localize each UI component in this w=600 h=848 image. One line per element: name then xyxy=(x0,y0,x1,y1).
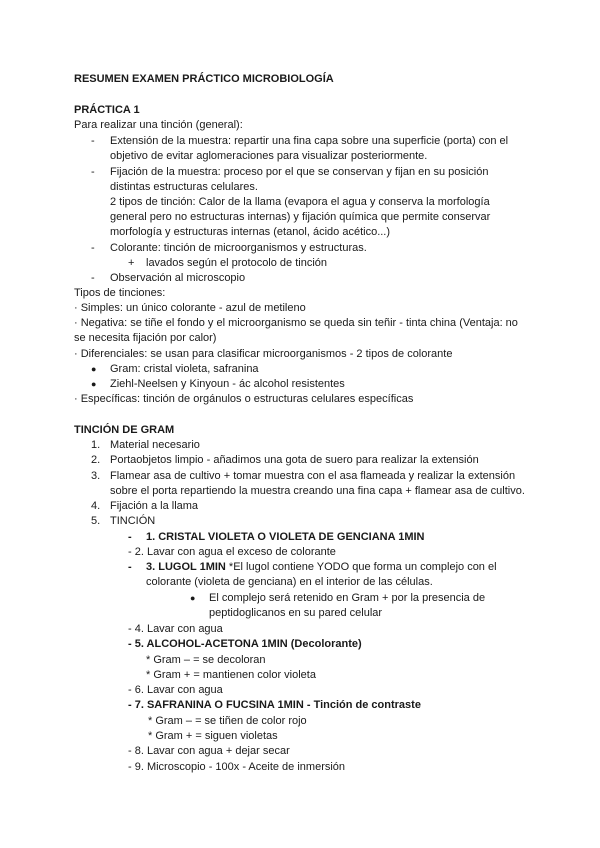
list-item-text: Extensión de la muestra: repartir una fina capa sobre una superficie (porta) con el xyxy=(110,135,509,147)
staining-step-8: - 8. Lavar con agua + dejar secar xyxy=(128,745,290,757)
staining-step-3-note: colorante (violeta de genciana) en el interior de las células. xyxy=(146,576,433,588)
staining-step-6: - 6. Lavar con agua xyxy=(128,684,223,696)
staining-step-3-detail: El complejo será retenido en Gram + por la presencia de xyxy=(209,592,486,604)
list-item-text: morfología y estructuras internas (etanol, ácido acético...) xyxy=(110,226,391,238)
list-item-text: distintas estructuras celulares. xyxy=(110,181,258,193)
staining-step-2: - 2. Lavar con agua el exceso de colorante xyxy=(128,546,336,558)
stain-type: · Diferenciales: se usan para clasificar microorganismos - 2 tipos de colorante xyxy=(74,348,453,360)
staining-step-9: - 9. Microscopio - 100x - Aceite de inmersión xyxy=(128,761,346,773)
bullet-marker: ● xyxy=(190,593,196,603)
list-number: 1. xyxy=(91,439,101,451)
list-number: 4. xyxy=(91,500,101,512)
list-number: 2. xyxy=(91,454,101,466)
staining-step-5-note: * Gram + = mantienen color violeta xyxy=(146,669,316,681)
dash-marker: - xyxy=(128,531,132,543)
stain-type: se necesita fijación por calor) xyxy=(74,332,217,344)
staining-step-7: - 7. SAFRANINA O FUCSINA 1MIN - Tinción de contraste xyxy=(128,699,421,711)
staining-step-3-title: 3. LUGOL 1MIN xyxy=(146,561,226,573)
list-number: 5. xyxy=(91,515,101,527)
bullet-marker: ● xyxy=(91,379,97,389)
dash-marker: - xyxy=(128,561,132,573)
list-number: 3. xyxy=(91,470,101,482)
list-item-text: Observación al microscopio xyxy=(110,272,246,284)
numbered-item-text: Flamear asa de cultivo + tomar muestra con el asa flameada y realizar la extensión xyxy=(110,470,516,482)
list-marker: - xyxy=(91,242,95,254)
list-item-text: general pero no estructuras internas) y fijación química que permite conservar xyxy=(110,211,491,223)
list-item-text: 2 tipos de tinción: Calor de la llama (evapora el agua y conserva la morfología xyxy=(110,196,490,208)
list-item-text: Fijación de la muestra: proceso por el que se conservan y fijan en su posición xyxy=(110,166,489,178)
list-item-text: objetivo de evitar aglomeraciones para visualizar posteriormente. xyxy=(110,150,428,162)
staining-step-5: - 5. ALCOHOL-ACETONA 1MIN (Decolorante) xyxy=(128,638,362,650)
list-marker: - xyxy=(91,166,95,178)
section-heading-gram: TINCIÓN DE GRAM xyxy=(74,424,175,436)
stain-type: · Negativa: se tiñe el fondo y el microorganismo se queda sin teñir - tinta china (Ventaja: no xyxy=(74,317,518,329)
document-title: RESUMEN EXAMEN PRÁCTICO MICROBIOLOGÍA xyxy=(74,73,334,85)
numbered-item-text: Fijación a la llama xyxy=(110,500,199,512)
list-item-text: Colorante: tinción de microorganismos y estructuras. xyxy=(110,242,367,254)
staining-step-5-note: * Gram – = se decoloran xyxy=(146,654,266,666)
staining-step-3 xyxy=(146,560,497,574)
staining-step-3-detail: peptidoglicanos en su pared celular xyxy=(209,607,383,619)
numbered-item-text: Portaobjetos limpio - añadimos una gota de suero para realizar la extensión xyxy=(110,454,479,466)
differential-item: Ziehl-Neelsen y Kinyoun - ác alcohol resistentes xyxy=(110,378,345,390)
differential-item: Gram: cristal violeta, safranina xyxy=(110,363,259,375)
list-marker: + xyxy=(128,257,135,269)
list-marker: - xyxy=(91,135,95,147)
numbered-item-text: Material necesario xyxy=(110,439,200,451)
numbered-item-text: sobre el porta repartiendo la muestra creando una fina capa + flamear asa de cultivo. xyxy=(110,485,525,497)
staining-step-3-note: *El lugol contiene YODO que forma un complejo con el xyxy=(225,561,497,573)
types-heading: Tipos de tinciones: xyxy=(74,287,166,299)
practica-1-intro: Para realizar una tinción (general): xyxy=(74,119,243,131)
stain-type: · Simples: un único colorante - azul de metileno xyxy=(74,302,306,314)
staining-step-1: 1. CRISTAL VIOLETA O VIOLETA DE GENCIANA 1MIN xyxy=(146,531,425,543)
staining-step-4: - 4. Lavar con agua xyxy=(128,623,223,635)
section-heading-practica-1: PRÁCTICA 1 xyxy=(74,104,140,116)
staining-step-7-note: * Gram – = se tiñen de color rojo xyxy=(148,715,307,727)
staining-step-7-note: * Gram + = siguen violetas xyxy=(148,730,278,742)
stain-type: · Específicas: tinción de orgánulos o estructuras celulares específicas xyxy=(74,393,414,405)
numbered-item-text: TINCIÓN xyxy=(110,515,156,527)
bullet-marker: ● xyxy=(91,364,97,374)
list-marker: - xyxy=(91,272,95,284)
list-item-text: lavados según el protocolo de tinción xyxy=(146,257,328,269)
